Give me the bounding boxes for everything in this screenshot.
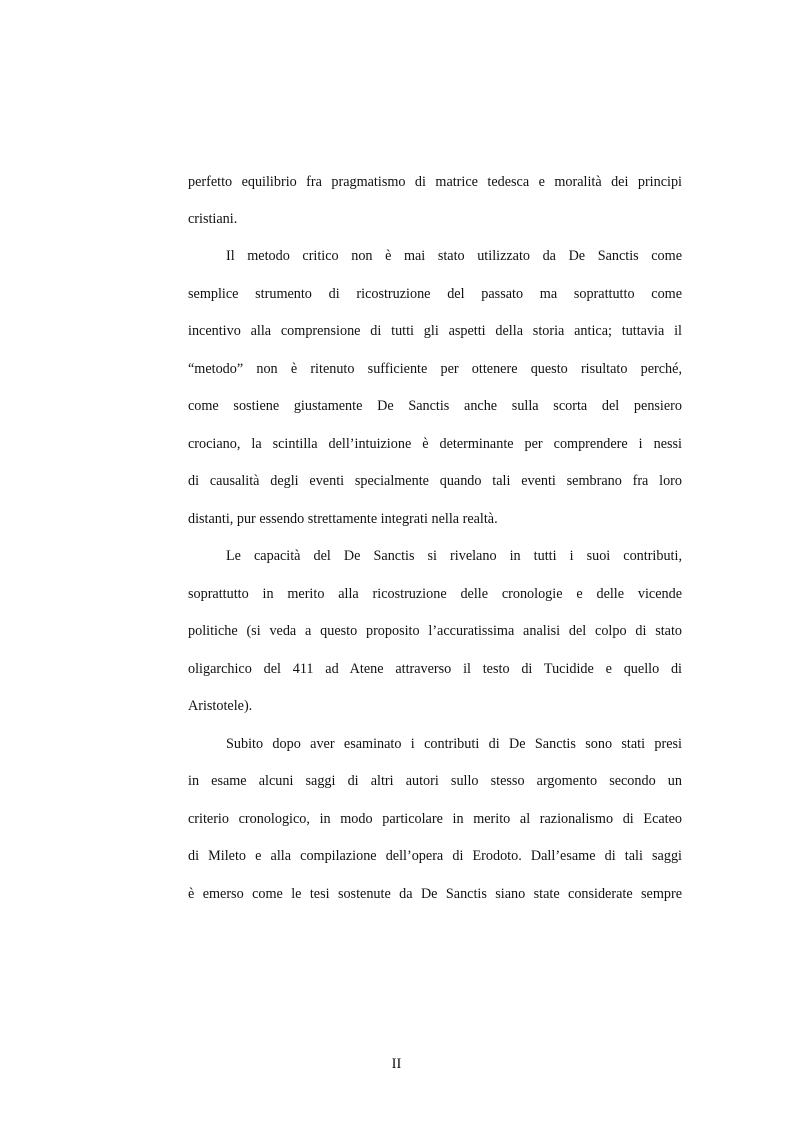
text-line: in esame alcuni saggi di altri autori sullo stesso argomento secondo un	[188, 773, 682, 789]
text-line: di Mileto e alla compilazione dell’opera di Erodoto. Dall’esame di tali saggi	[188, 848, 682, 864]
text-line: incentivo alla comprensione di tutti gli aspetti della storia antica; tuttavia il	[188, 323, 682, 339]
text-line: cristiani.	[188, 211, 238, 227]
text-line: semplice strumento di ricostruzione del passato ma soprattutto come	[188, 286, 682, 302]
text-line: Subito dopo aver esaminato i contributi di De Sanctis sono stati presi	[226, 736, 682, 752]
page-number: II	[391, 1056, 402, 1072]
text-line: politiche (si veda a questo proposito l’accuratissima analisi del colpo di stato	[188, 623, 682, 639]
text-line: “metodo” non è ritenuto sufficiente per ottenere questo risultato perché,	[188, 361, 682, 377]
text-line: criterio cronologico, in modo particolare in merito al razionalismo di Ecateo	[188, 811, 682, 827]
text-line: crociano, la scintilla dell’intuizione è determinante per comprendere i nessi	[188, 436, 682, 452]
text-line: distanti, pur essendo strettamente integrati nella realtà.	[188, 511, 498, 527]
text-line: oligarchico del 411 ad Atene attraverso il testo di Tucidide e quello di	[188, 661, 682, 677]
text-line: è emerso come le tesi sostenute da De Sanctis siano state considerate sempre	[188, 886, 682, 902]
text-line: perfetto equilibrio fra pragmatismo di matrice tedesca e moralità dei principi	[188, 174, 682, 190]
text-line: di causalità degli eventi specialmente quando tali eventi sembrano fra loro	[188, 473, 682, 489]
text-line: Le capacità del De Sanctis si rivelano in tutti i suoi contributi,	[226, 548, 682, 564]
text-line: come sostiene giustamente De Sanctis anche sulla scorta del pensiero	[188, 398, 682, 414]
text-line: Il metodo critico non è mai stato utilizzato da De Sanctis come	[226, 248, 682, 264]
text-line: soprattutto in merito alla ricostruzione delle cronologie e delle vicende	[188, 586, 682, 602]
text-line: Aristotele).	[188, 698, 253, 714]
